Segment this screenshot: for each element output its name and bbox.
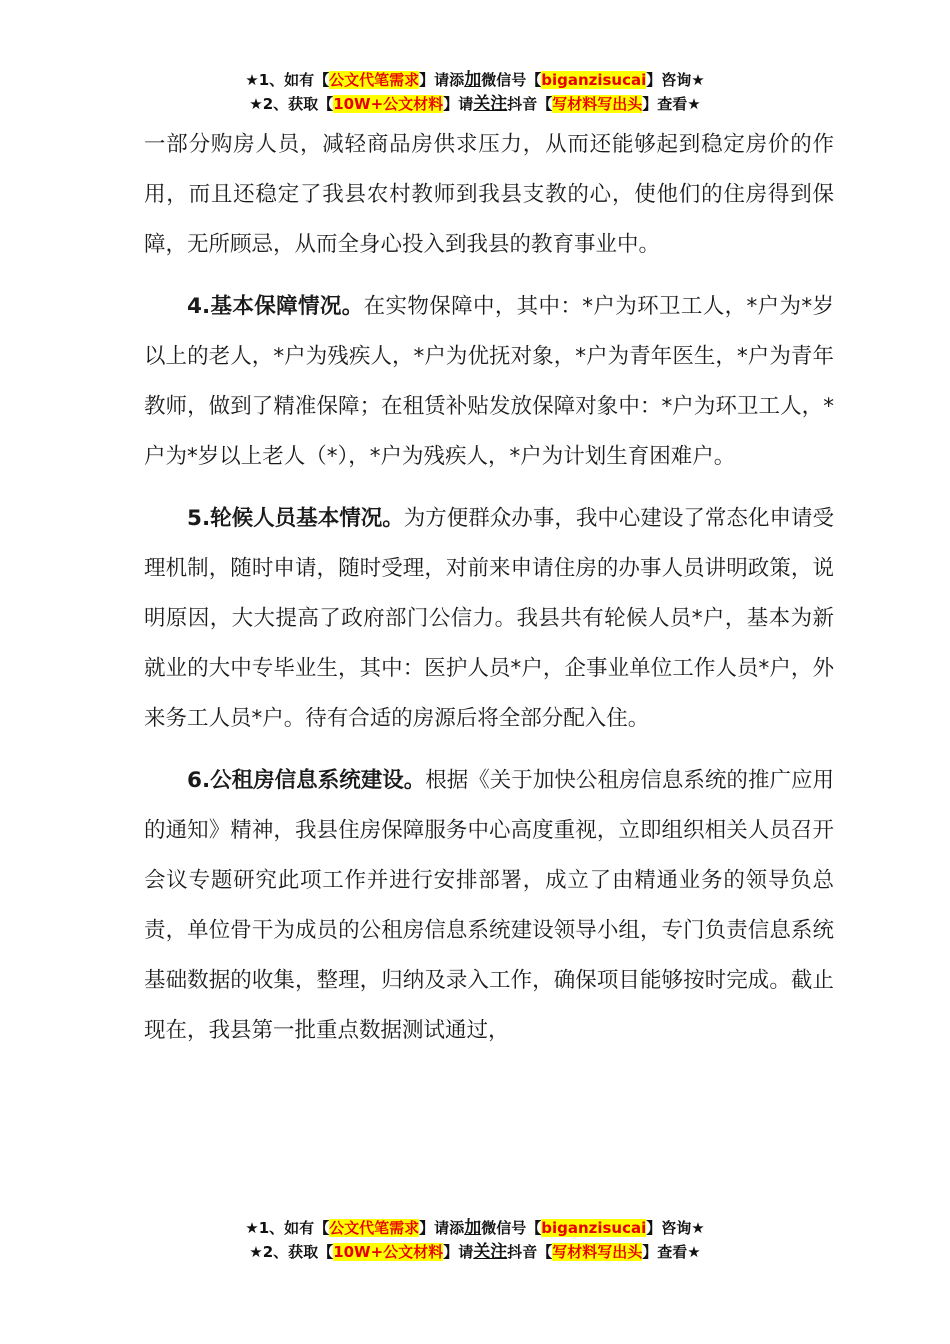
header-underlined-follow: 关注	[473, 94, 508, 114]
header-line-1-suffix: 】咨询★	[646, 71, 705, 89]
footer-line-1-suffix: 】咨询★	[646, 1219, 705, 1237]
footer-line-2-text-2: 抖音【	[507, 1243, 553, 1261]
header-line-2	[0, 92, 950, 116]
footer-highlight-materials: 10W+公文材料	[333, 1243, 444, 1261]
paragraph-basic-guarantee	[144, 282, 834, 482]
footer-highlight-wechat-id: biganzisucai	[541, 1219, 647, 1237]
footer-underlined-follow: 关注	[473, 1242, 508, 1262]
footer-highlight-service: 公文代笔需求	[329, 1219, 420, 1237]
footer-banner	[0, 1216, 950, 1264]
header-line-1-text: 】请添	[419, 71, 465, 89]
header-underlined-word: 加	[464, 70, 482, 90]
paragraph-waiting-list	[144, 494, 834, 744]
header-highlight-douyin: 写材料写出头	[552, 95, 643, 113]
paragraph-continuation	[144, 120, 834, 270]
header-line-2-prefix: ★2、获取【	[249, 95, 334, 113]
paragraph-text: 在实物保障中，其中：*户为环卫工人，*户为*岁以上的老人，*户为残疾人，*户为优抚对象，*户为青年医生，*户为青年教师，做到了精准保障；在租赁补贴发放保障对象中：*户为环卫工人，*户为*岁以上老人（*），*户为残疾人，*户为计划生育困难户。	[144, 294, 834, 469]
footer-line-2-text: 】请	[443, 1243, 474, 1261]
paragraph-text: 为方便群众办事，我中心建设了常态化申请受理机制，随时申请，随时受理，对前来申请住房的办事人员讲明政策，说明原因，大大提高了政府部门公信力。我县共有轮候人员*户，基本为新就业的大中专毕业生，其中：医护人员*户，企事业单位工作人员*户，外来务工人员*户。待有合适的房源后将全部分配入住。	[144, 506, 834, 731]
footer-line-1-text-2: 微信号【	[481, 1219, 542, 1237]
footer-line-1-text: 】请添	[419, 1219, 465, 1237]
footer-underlined-word: 加	[464, 1218, 482, 1238]
header-line-1	[0, 68, 950, 92]
paragraph-text: 根据《关于加快公租房信息系统的推广应用的通知》精神，我县住房保障服务中心高度重视，立即组织相关人员召开会议专题研究此项工作并进行安排部署，成立了由精通业务的领导负总责，单位骨干为成员的公租房信息系统建设领导小组，专门负责信息系统基础数据的收集，整理，归纳及录入工作，确保项目能够按时完成。截止现在，我县第一批重点数据测试通过，	[144, 768, 834, 1043]
header-highlight-materials: 10W+公文材料	[333, 95, 444, 113]
document-body	[144, 120, 834, 1056]
header-line-2-text: 】请	[443, 95, 474, 113]
paragraph-heading: 4.基本保障情况。	[187, 294, 364, 319]
paragraph-info-system	[144, 756, 834, 1056]
header-line-1-prefix: ★1、如有【	[245, 71, 330, 89]
footer-line-1	[0, 1216, 950, 1240]
paragraph-text: 一部分购房人员，减轻商品房供求压力，从而还能够起到稳定房价的作用，而且还稳定了我县农村教师到我县支教的心，使他们的住房得到保障，无所顾忌，从而全身心投入到我县的教育事业中。	[144, 132, 834, 257]
footer-highlight-douyin: 写材料写出头	[552, 1243, 643, 1261]
footer-line-2	[0, 1240, 950, 1264]
paragraph-heading: 6.公租房信息系统建设。	[187, 768, 426, 793]
header-line-2-text-2: 抖音【	[507, 95, 553, 113]
footer-line-2-prefix: ★2、获取【	[249, 1243, 334, 1261]
footer-line-1-prefix: ★1、如有【	[245, 1219, 330, 1237]
header-highlight-wechat-id: biganzisucai	[541, 71, 647, 89]
paragraph-heading: 5.轮候人员基本情况。	[187, 506, 404, 531]
footer-line-2-suffix: 】查看★	[642, 1243, 701, 1261]
header-line-2-suffix: 】查看★	[642, 95, 701, 113]
header-banner	[0, 68, 950, 116]
header-highlight-service: 公文代笔需求	[329, 71, 420, 89]
header-line-1-text-2: 微信号【	[481, 71, 542, 89]
